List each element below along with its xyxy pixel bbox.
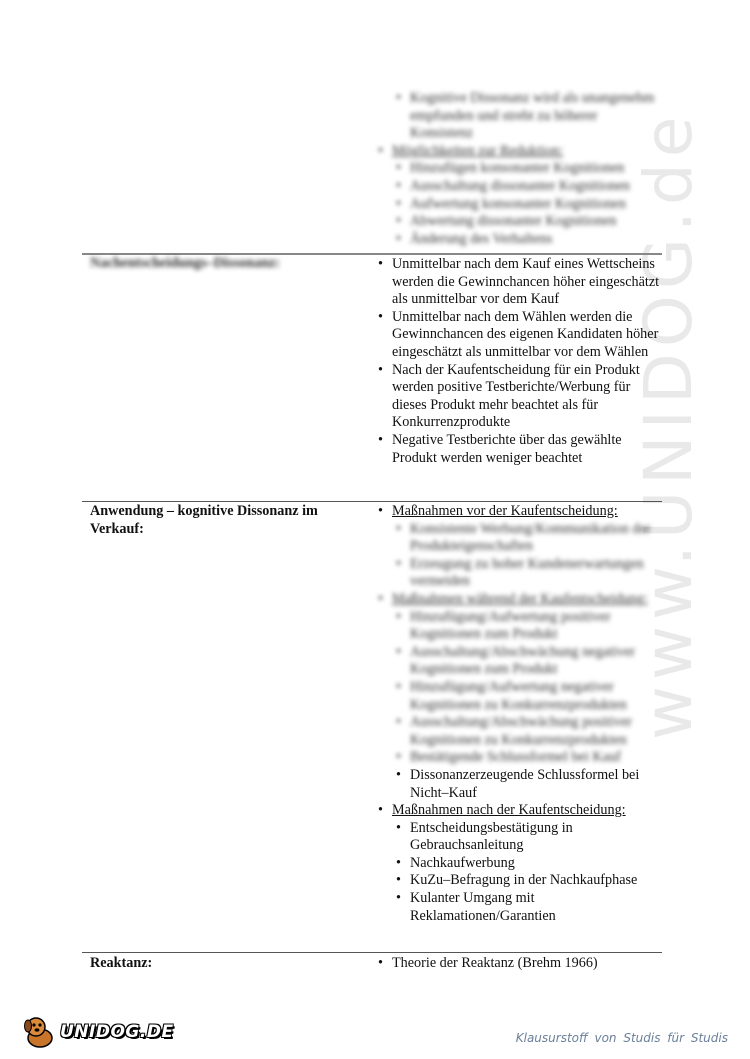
logo-text: UNIDOG.DE — [60, 1022, 174, 1042]
list-item-text: Hinzufügung/Aufwertung negativer Kognitionen zu Konkurrenzprodukten — [410, 678, 627, 713]
list-item — [410, 609, 662, 644]
list-item — [392, 503, 662, 521]
list-item — [410, 556, 662, 591]
list-item — [410, 855, 662, 873]
list-item — [410, 521, 662, 556]
list-item-text: Ausschaltung/Abschwächung positiver Kognitionen zu Konkurrenzprodukten — [410, 714, 632, 748]
list-item-text: Bestätigende Schlussformel bei Kauf — [410, 749, 621, 766]
list-item-text: Maßnahmen während der Kaufentscheidung: — [392, 590, 648, 607]
list-item — [410, 178, 662, 196]
list-item-text: Negative Testberichte über das gewählte Produkt werden weniger beachtet — [392, 431, 622, 466]
list-item — [392, 256, 662, 309]
dog-icon — [22, 1014, 58, 1050]
row-label-anwendung — [90, 503, 360, 538]
list-item — [392, 432, 662, 467]
list-item — [410, 160, 662, 178]
reduction-list — [392, 90, 662, 248]
list-item-text: Ausschaltung/Abschwächung negativer Kognitionen zum Produkt — [410, 643, 635, 678]
anwendung-list — [392, 503, 662, 925]
list-item — [410, 890, 662, 925]
list-item — [410, 213, 662, 231]
list-item — [392, 802, 662, 820]
list-item-text: Erzeugung zu hoher Kundenerwartungen vermeiden — [410, 555, 644, 590]
list-item — [392, 309, 662, 362]
list-item-text: Ausschaltung dissonanter Kognitionen — [410, 177, 630, 194]
footer-tagline: Klausurstoff von Studis für Studis — [515, 1031, 728, 1045]
list-item-text: Maßnahmen nach der Kaufentscheidung: — [392, 802, 626, 819]
list-item — [392, 362, 662, 432]
list-item-text: Hinzufügen konsonanter Kognitionen — [410, 160, 625, 177]
list-item-text: Aufwertung konsonanter Kognitionen — [410, 195, 626, 212]
list-item-text: Konsistente Werbung/Kommunikation der Produkteigenschaften — [410, 520, 651, 555]
list-item — [410, 679, 662, 714]
list-item — [410, 644, 662, 679]
list-item — [410, 872, 662, 890]
list-item-text: Unmittelbar nach dem Kauf eines Wettscheins werden die Gewinnchancen höher eingeschätzt als unmittelbar vor dem Kauf — [392, 256, 660, 308]
list-item-text: Nach der Kaufentscheidung für ein Produkt werden positive Testberichte/Werbung für dieses Produkt mehr beachtet als für Konkurrenzprodukte — [392, 361, 640, 431]
list-item — [410, 196, 662, 214]
row-label-reaktanz: Reaktanz: — [90, 955, 153, 971]
list-item-text: Kulanter Umgang mit Reklamationen/Garantien — [410, 890, 556, 924]
row-divider — [82, 501, 662, 502]
list-item-text: KuZu–Befragung in der Nachkaufphase — [410, 872, 638, 889]
list-item-text: Abwertung dissonanter Kognitionen — [410, 213, 617, 230]
list-item-text: Kognitive Dissonanz wird als unangenehm empfunden und strebt zu höherer Konsistenz — [410, 90, 655, 142]
list-item — [410, 767, 662, 802]
list-item — [392, 955, 662, 973]
list-item-text: Unmittelbar nach dem Wählen werden die Gewinnchancen des eigenen Kandidaten höher eingeschätzt als unmittelbar vor dem Wählen — [392, 308, 659, 360]
row-divider — [82, 952, 662, 953]
row-label-nachentscheidung: Nachentscheidungs–Dissonanz: — [90, 255, 280, 271]
list-item — [410, 231, 662, 249]
unidog-logo — [22, 1012, 174, 1052]
row-label-anwendung-text: Anwendung – kognitive Dissonanz im Verkauf: — [90, 503, 318, 537]
list-item-text: Nachkaufwerbung — [410, 854, 515, 871]
list-item-text: Theorie der Reaktanz (Brehm 1966) — [392, 955, 598, 971]
list-item-text: Hinzufügung/Aufwertung positiver Kognitionen zum Produkt — [410, 608, 611, 643]
watermark: www.UNIDOG.de — [630, 110, 707, 740]
list-item-text: Maßnahmen vor der Kaufentscheidung: — [392, 503, 618, 519]
reaktanz-list — [392, 955, 662, 973]
list-item-text: Dissonanzerzeugende Schlussformel bei Nicht–Kauf — [410, 766, 640, 801]
list-item — [392, 591, 662, 609]
list-item — [410, 820, 662, 855]
list-item — [410, 90, 662, 143]
list-item — [410, 714, 662, 749]
list-item — [410, 749, 662, 767]
list-item-text: Entscheidungsbestätigung in Gebrauchsanleitung — [410, 819, 573, 854]
list-item-text: Möglichkeiten zur Reduktion: — [392, 142, 564, 159]
list-item-text: Änderung des Verhaltens — [410, 230, 553, 247]
list-item — [392, 143, 662, 161]
nachentscheidung-list — [392, 256, 662, 467]
